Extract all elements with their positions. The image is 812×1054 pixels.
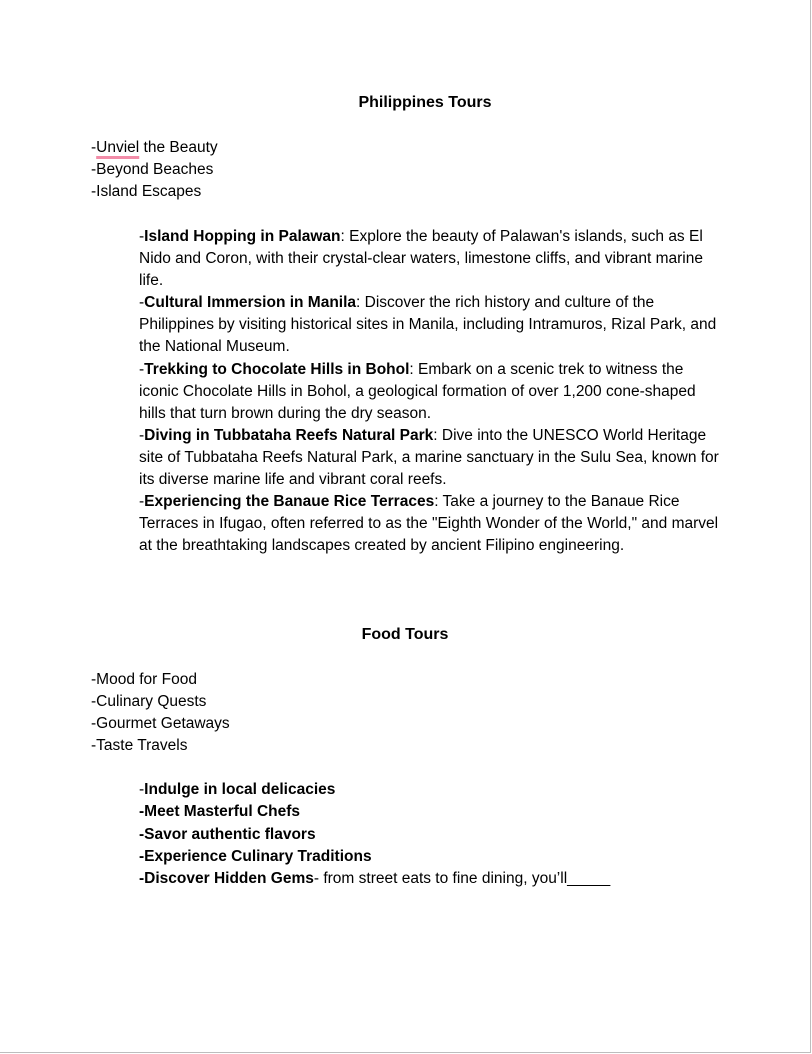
tour-dash: - <box>139 228 145 245</box>
tagline-dash: - <box>91 139 97 156</box>
food-item-description: - from street eats to fine dining, you’ll_____ <box>313 870 611 888</box>
tour-name: Island Hopping in Palawan <box>144 228 341 245</box>
food-item[interactable] <box>139 868 719 890</box>
tour-item[interactable] <box>139 425 719 491</box>
food-item[interactable] <box>139 846 719 868</box>
tour-name: Cultural Immersion in Manila <box>144 294 357 312</box>
tour-description: : Embark on a scenic trek to witness the iconic Chocolate Hills in Bohol, a geological formation of over 1,200 cone-shaped hills that turn brown during the dry season. <box>139 360 696 422</box>
philippines-tour-list <box>139 226 719 557</box>
tagline-item[interactable]: -Mood for Food <box>91 671 197 688</box>
tour-description: : Explore the beauty of Palawan's islands, such as El Nido and Coron, with their crystal-clear waters, limestone cliffs, and vibrant marine life. <box>139 228 703 290</box>
tagline-item[interactable]: -Taste Travels <box>91 737 188 754</box>
tour-description: : Discover the rich history and culture of the Philippines by visiting historical sites in Manila, including Intramuros, Rizal Park, and the National Museum. <box>139 294 717 356</box>
tour-item[interactable] <box>139 359 719 425</box>
tagline-item[interactable] <box>91 137 218 159</box>
tagline-item[interactable]: -Gourmet Getaways <box>91 715 230 732</box>
tour-item[interactable] <box>139 491 719 557</box>
food-item[interactable] <box>139 824 719 846</box>
food-item[interactable] <box>139 801 719 823</box>
tour-item[interactable] <box>139 226 719 292</box>
tour-dash: - <box>139 360 145 378</box>
tour-description: : Dive into the UNESCO World Heritage site of Tubbataha Reefs Natural Park, a marine sanctuary in the Sulu Sea, known for its diverse marine life and vibrant coral reefs. <box>139 426 719 489</box>
philippines-tagline-list <box>91 137 218 203</box>
tagline-item[interactable]: -Island Escapes <box>91 183 202 200</box>
food-item-name: Indulge in local delicacies <box>144 781 336 798</box>
tour-name: Experiencing the Banaue Rice Terraces <box>144 493 435 511</box>
food-item-name: -Meet Masterful Chefs <box>139 803 301 821</box>
tagline-rest: the Beauty <box>139 139 218 156</box>
tagline-item[interactable]: -Beyond Beaches <box>91 161 214 178</box>
tour-description: : Take a journey to the Banaue Rice Terraces in Ifugao, often referred to as the "Eighth Wonder of the World," and marvel at the breathtaking landscapes created by ancient Filipino engineering. <box>139 493 719 555</box>
tour-name: Diving in Tubbataha Reefs Natural Park <box>144 426 434 444</box>
tour-name: Trekking to Chocolate Hills in Bohol <box>144 360 410 378</box>
food-item[interactable] <box>139 779 719 801</box>
food-item-name: -Discover Hidden Gems <box>139 870 314 888</box>
food-tagline-list <box>91 669 230 757</box>
tagline-item[interactable]: -Culinary Quests <box>91 693 207 710</box>
section-title-philippines-tours: Philippines Tours <box>358 94 492 111</box>
tour-item[interactable] <box>139 292 719 358</box>
tour-dash: - <box>139 493 145 511</box>
section-title-food-tours: Food Tours <box>361 626 449 643</box>
misspelled-word[interactable]: Unviel <box>96 139 140 156</box>
food-item-name: -Experience Culinary Traditions <box>139 847 372 865</box>
food-tour-list <box>139 779 719 890</box>
food-item-name: -Savor authentic flavors <box>139 825 316 843</box>
tour-dash: - <box>139 294 145 312</box>
tour-dash: - <box>139 426 145 444</box>
food-item-dash: - <box>139 781 145 798</box>
